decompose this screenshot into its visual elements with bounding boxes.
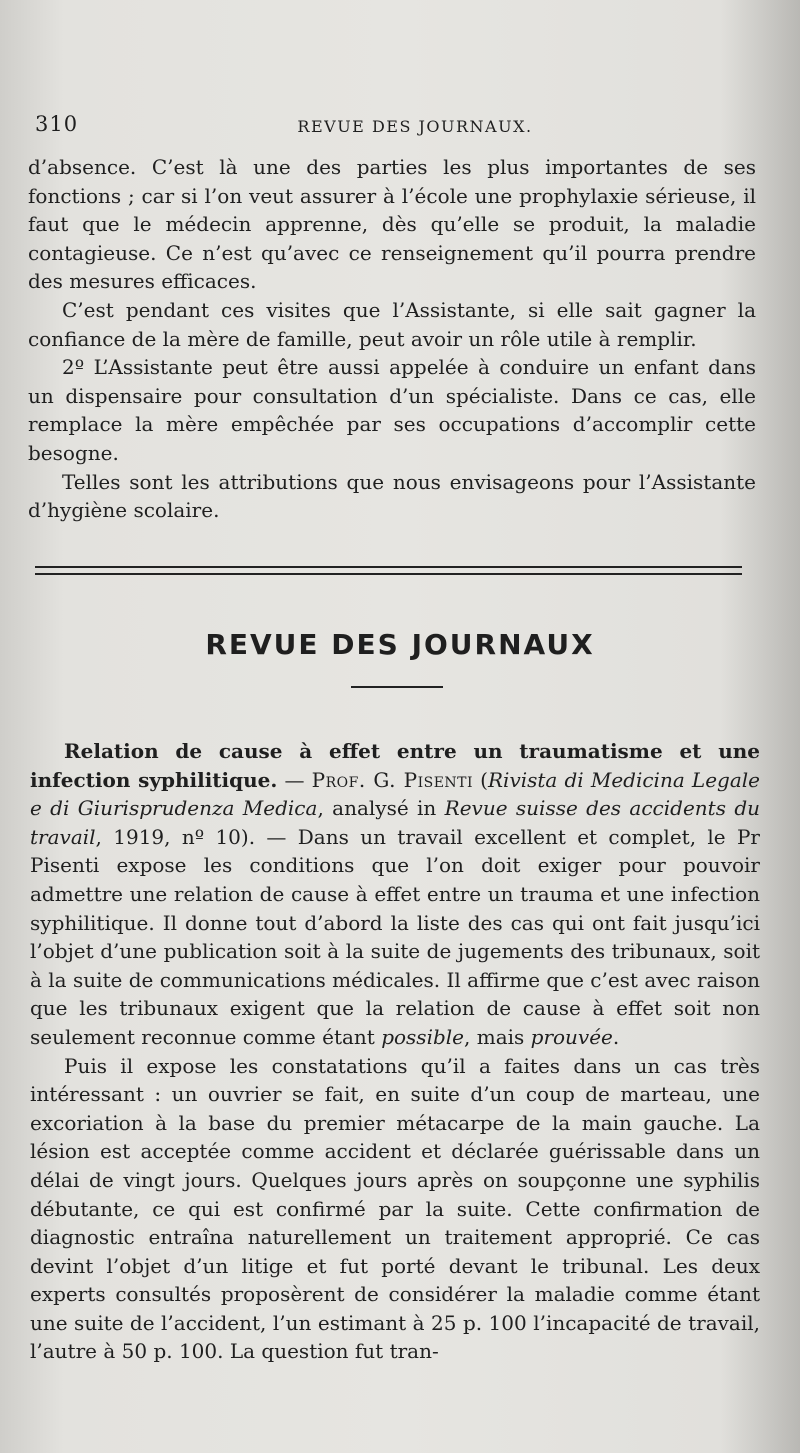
section-divider bbox=[35, 566, 742, 575]
text-mais: , mais bbox=[464, 1024, 531, 1049]
page-header bbox=[35, 112, 755, 142]
journal-name: Rivista di Medicina Legale e di Giurisprudenza Medica bbox=[30, 767, 760, 821]
article-paragraph bbox=[30, 737, 760, 1052]
paragraph: 2º L’Assistante peut être aussi appelée à conduire un enfant dans un dispensaire pour consultation d’un spécialiste. Dans ce cas, elle remplace la mère empêchée par ses occupations d’accomplir cette besogne. bbox=[28, 355, 756, 465]
running-head: REVUE DES JOURNAUX. bbox=[297, 117, 533, 136]
article bbox=[30, 737, 760, 1366]
continuation-text bbox=[28, 153, 756, 525]
emphasis-possible: possible bbox=[381, 1024, 465, 1049]
page-number: 310 bbox=[35, 112, 79, 136]
open-paren: ( bbox=[473, 767, 488, 792]
paragraph: Telles sont les attributions que nous envisageons pour l’Assistante d’hygiène scolaire. bbox=[28, 469, 756, 523]
title-underline bbox=[351, 686, 443, 688]
end-dot: . bbox=[612, 1024, 620, 1049]
article-author: Prof. G. Pisenti bbox=[311, 767, 474, 792]
article-paragraph: Puis il expose les constatations qu’il a faites dans un cas très intéressant : un ouvrier se fait, en suite d’un coup de marteau, une excoriation à la base du premier métacarpe de la main gauche. La lésion est acceptée comme accident et déclarée guérissable dans un délai de vingt jours. Quelques jours après on soupçonne une syphilis débutante, ce qui est confirmé par la suite. Cette confirmation de diagnostic entraîna naturellement un traitement approprié. Ce cas devint l’objet d’un litige et fut porté devant le tribunal. Les deux experts consultés proposèrent de considérer la maladie comme étant une suite de l’accident, l’un estimant à 25 p. 100 l’incapacité de travail, l’autre à 50 p. 100. La question fut tran- bbox=[30, 1053, 760, 1364]
analysed-in: , analysé in bbox=[317, 796, 445, 821]
paragraph: C’est pendant ces visites que l’Assistante, si elle sait gagner la confiance de la mère de famille, peut avoir un rôle utile à remplir. bbox=[28, 297, 756, 351]
dash: — bbox=[277, 767, 312, 792]
article-body: , 1919, nº 10). — Dans un travail excellent et complet, le Pr Pisenti expose les conditions que l’on doit exiger pour pouvoir admettre une relation de cause à effet entre un trauma et une infection syphilitique. Il donne tout d’abord la liste des cas qui ont fait jusqu’ici l’objet d’une publication soit à la suite de jugements des tribunaux, soit à la suite de communications médicales. Il affirme que c’est avec raison que les tribunaux exigent que la relation de cause à effet soit non seulement reconnue comme étant bbox=[30, 824, 761, 1049]
article-title: Relation de cause à effet entre un traumatisme et une infection syphilitique. bbox=[30, 739, 760, 792]
source-journal: Revue suisse des accidents du travail bbox=[30, 796, 761, 849]
emphasis-prouvee: prouvée bbox=[530, 1024, 613, 1049]
paragraph: d’absence. C’est là une des parties les plus importantes de ses fonctions ; car si l’on veut assurer à l’école une prophylaxie sérieuse, il faut que le médecin apprenne, dès qu’elle se produit, la maladie contagieuse. Ce n’est qu’avec ce renseignement qu’il pourra prendre des mesures efficaces. bbox=[28, 155, 756, 294]
section-title: REVUE DES JOURNAUX bbox=[205, 628, 595, 661]
